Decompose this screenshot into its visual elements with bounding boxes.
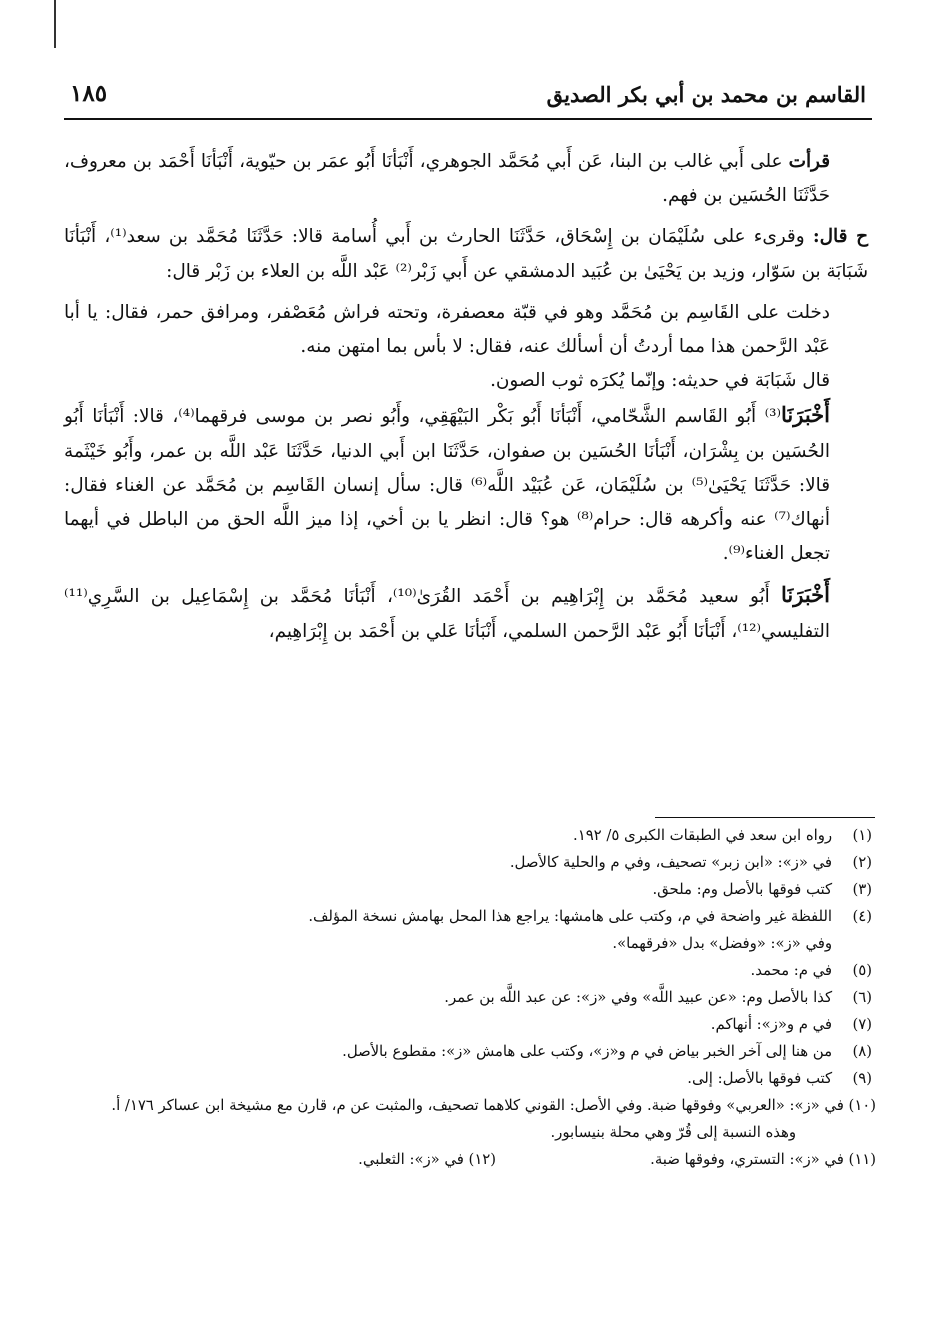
- paragraph-4: قال شَبَابَة في حديثه: وإنّما يُكرَه ثوب الصون.: [490, 370, 830, 392]
- footnote-3: [58, 876, 876, 903]
- footnote-row-11-12: [58, 1146, 876, 1176]
- running-title: القاسم بن محمد بن أبي بكر الصديق: [546, 82, 866, 107]
- page-header: [64, 80, 872, 116]
- footnote-4-continued: وفي «ز»: «وفضل» بدل «فرقهما».: [612, 935, 832, 952]
- paragraph-5-text: ⁽³⁾ أَبُو القَاسم الشَّحّامي، أَنْبَأنَا أَبُو بَكْر البَيْهَقِي، وأَبُو نصر بن موسى فرقهما⁽⁴⁾، قالا: أَنْبَأنَا أَبُو الحُسَين بن بِشْرَان، أَنْبَأنَا الحُسَين بن صفوان، حَدَّثَنَا ابن أَبي الدنيا، حَدَّثَنَا عَبْد اللَّه بن عمر، وأَبُو خَيْثَمة قالا: حَدَّثَنَا يَحْيَىٰ⁽⁵⁾ بن سُلَيْمَان، عَن عُبَيْد اللَّه⁽⁶⁾ قال: سأل إنسان القَاسِم بن مُحَمَّد عن الغناء فقال: أنهاك⁽⁷⁾ عنه وأكرهه قال: حرام⁽⁸⁾ هو؟ قال: انظر يا بن أخي، إذا ميز اللَّه الحق من الباطل في أيهما تجعل الغناء⁽⁹⁾.: [64, 406, 830, 565]
- paragraph-1-text: على أَبي غالب بن البنا، عَن أَبي مُحَمَّد الجوهري، أَنْبَأنَا أَبُو عمَر بن حيّوية، أَنْبَأنَا أَحْمَد بن معروف، حَدَّثَنَا الحُسَين بن فهم.: [64, 151, 830, 207]
- footnote-6: [58, 984, 876, 1011]
- footnote-text: اللفظة غير واضحة في م، وكتب على هامشها: يراجع هذا المحل بهامش نسخة المؤلف.: [308, 908, 832, 925]
- footnote-1: [58, 822, 876, 849]
- footnote-text: كذا بالأصل وم: «عن عبيد اللَّه» وفي «ز»: عن عبد اللَّه بن عمر.: [444, 989, 832, 1006]
- footnote-number: (٨): [852, 1043, 872, 1060]
- keyword-qaraat: قرأت: [788, 151, 830, 172]
- paragraph-6-text: أَبُو سعيد مُحَمَّد بن إِبْرَاهِيم بن أَحْمَد القُرَىٰ⁽¹⁰⁾، أَنْبَأنَا مُحَمَّد بن إِسْمَاعِيل بن السَّرِي⁽¹¹⁾ التفليسي⁽¹²⁾، أَنْبَأنَا أَبُو عَبْد الرَّحمن السلمي، أَنْبَأنَا عَلي بن أَحْمَد بن إِبْرَاهِيم،: [64, 586, 830, 642]
- main-text: [64, 145, 868, 649]
- footnote-2: [58, 849, 876, 876]
- footnote-number: (٩): [852, 1070, 872, 1087]
- footnote-text: في «ز»: «ابن زبر» تصحيف، وفي م والحلية كالأصل.: [509, 854, 832, 871]
- footnote-number: (٢): [852, 854, 872, 871]
- paragraph-2: [64, 220, 868, 288]
- footnote-number: (٧): [852, 1016, 872, 1033]
- footnote-number: (٤): [852, 908, 872, 925]
- paragraph-1: [64, 145, 868, 213]
- keyword-akhbarana: أَخْبَرَنَا: [781, 402, 830, 428]
- footnote-text: رواه ابن سعد في الطبقات الكبرى ٥/ ١٩٢.: [573, 827, 832, 844]
- footnote-8: [58, 1038, 876, 1065]
- footnote-text: في م: محمد.: [750, 962, 832, 979]
- page-number: ١٨٥: [70, 80, 108, 107]
- footnote-12: (١٢) في «ز»: الثعلبي.: [358, 1151, 496, 1168]
- footnote-number: (١): [852, 827, 872, 844]
- footnote-10-continued: وهذه النسبة إلى قُرّ وهي محلة بنيسابور.: [550, 1124, 796, 1141]
- footnote-text: كتب فوقها بالأصل: إلى.: [687, 1070, 832, 1087]
- footnote-number: (٥): [852, 962, 872, 979]
- keyword-ha-qala: ح قال:: [812, 226, 868, 248]
- footnote-10: (١٠) في «ز»: «العربي» وفوقها ضبة. وفي الأصل: القوني كلاهما تصحيف، والمثبت عن م، قارن مع مشيخة ابن عساكر ١٧٦/ أ.: [111, 1097, 876, 1114]
- footnote-4: [58, 903, 876, 930]
- footnote-number: (٦): [852, 989, 872, 1006]
- footnote-text: كتب فوقها بالأصل وم: ملحق.: [652, 881, 832, 898]
- footnote-text: من هنا إلى آخر الخبر بياض في م و«ز»، وكتب على هامش «ز»: مقطوع بالأصل.: [342, 1043, 832, 1060]
- footnote-11: (١١) في «ز»: التستري، وفوقها ضبة.: [650, 1151, 876, 1168]
- paragraph-6: [64, 578, 868, 648]
- footnote-7: [58, 1011, 876, 1038]
- footnote-5: [58, 957, 876, 984]
- page-edge-mark: [54, 0, 56, 48]
- header-rule: [64, 118, 872, 120]
- footnote-text: في م و«ز»: أنهاكم.: [710, 1016, 832, 1033]
- keyword-akhbarana-2: أَخْبَرَنَا: [781, 582, 830, 608]
- footnote-rule: [655, 817, 875, 818]
- paragraph-3: دخلت على القَاسِم بن مُحَمَّد وهو في قبّة معصفرة، وتحته فراش مُعَصْفر، ومرافق حمر، فقال: يا أبا عَبْد الرَّحمن هذا مما أردتُ أن أسألك عنه، فقال: لا بأس بما امتهن منه.: [64, 301, 830, 358]
- footnote-number: (٣): [852, 881, 872, 898]
- footnote-9: [58, 1065, 876, 1092]
- footnotes: [58, 822, 876, 1176]
- paragraph-5: [64, 398, 868, 571]
- paragraph-2-text: وقرىء على سُلَيْمَان بن إِسْحَاق، حَدَّثَنَا الحارث بن أَبي أُسامة قالا: حَدَّثَنَا مُحَمَّد بن سعد⁽¹⁾، أَنْبَأنَا شَبَابَة بن سَوّار، وزيد بن يَحْيَىٰ بن عُبَيد الدمشقي عن أَبي زَبْر⁽²⁾ عَبْد اللَّه بن العلاء بن زَبْر قال:: [64, 226, 868, 282]
